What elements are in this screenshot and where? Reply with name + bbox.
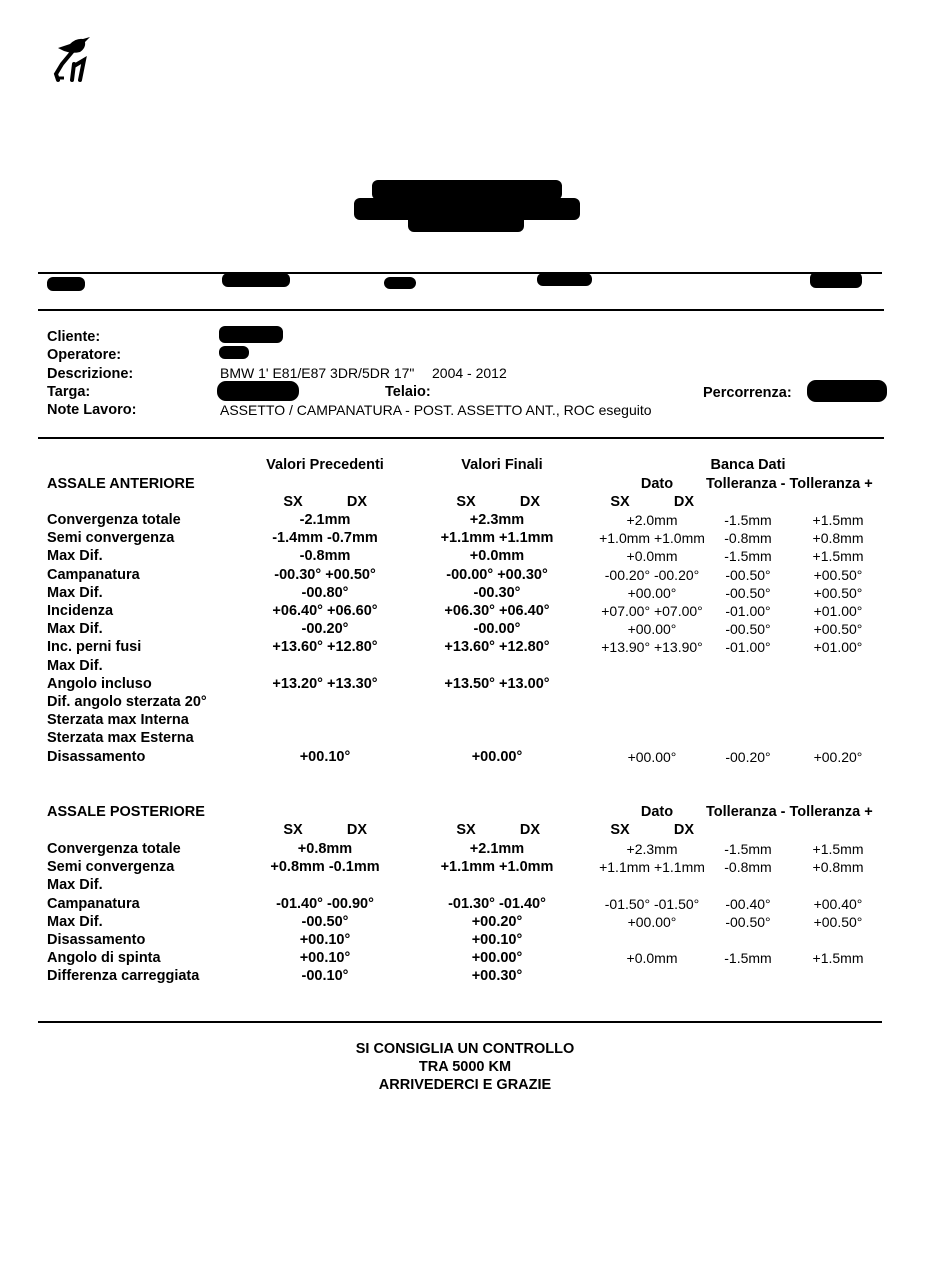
posteriore-row-7-label: Differenza carreggiata [47,968,200,985]
redacted-field-1 [47,277,85,291]
posteriore-row-6-tmax: +1.5mm [812,950,864,967]
posteriore-row-5-label: Disassamento [47,932,146,948]
anteriore-row-6-label: Max Dif. [47,621,103,638]
posteriore-row-6-tmin: -1.5mm [724,950,772,967]
anteriore-row-0-tmax: +1.5mm [812,512,864,528]
posteriore-row-1-prec: +0.8mm -0.1mm [270,859,380,876]
redacted-field-5 [810,272,862,288]
posteriore-row-0-tmin: -1.5mm [724,841,772,857]
redacted-field-4 [537,273,592,286]
posteriore-row-1-tmin: -0.8mm [724,859,772,876]
sx-header-dato-ant: SX [610,494,630,510]
posteriore-row-7-prec: -00.10° [301,968,349,985]
anteriore-row-8-label: Max Dif. [47,657,103,674]
operatore-label: Operatore: [47,347,122,363]
posteriore-row-0-label: Convergenza totale [47,841,181,857]
assale-anteriore-title: ASSALE ANTERIORE [47,476,195,492]
anteriore-row-6-tmin: -00.50° [725,621,771,638]
posteriore-row-7-fin: +00.30° [471,968,523,985]
anteriore-row-5-tmax: +01.00° [813,603,863,619]
redacted-field-3 [384,277,416,289]
dx-header-prec-ant: DX [346,494,368,510]
anteriore-row-2-tmax: +1.5mm [812,548,864,565]
posteriore-row-4-fin: +00.20° [471,913,523,930]
posteriore-row-4-prec: -00.50° [301,913,349,930]
posteriore-row-3-dato: -01.50° -01.50° [604,895,700,912]
valori-precedenti-header: Valori Precedenti [266,457,384,473]
posteriore-row-6-label: Angolo di spinta [47,950,161,967]
anteriore-row-6-tmax: +00.50° [813,621,863,638]
descrizione-label: Descrizione: [47,366,134,382]
sx-header-fin-post: SX [456,822,476,838]
anteriore-row-7-tmin: -01.00° [725,639,771,656]
anteriore-row-6-dato: +00.00° [627,621,677,638]
anteriore-row-13-fin: +00.00° [471,748,523,765]
posteriore-row-3-fin: -01.30° -01.40° [448,895,546,912]
footer-line-2: TRA 5000 KM [418,1059,512,1075]
note-value: ASSETTO / CAMPANATURA - POST. ASSETTO ANT., ROC eseguito [220,402,652,418]
anteriore-row-9-prec: +13.20° +13.30° [272,675,378,692]
anteriore-row-5-prec: +06.40° +06.60° [272,603,378,619]
redacted-percorrenza [807,380,887,402]
anteriore-row-5-tmin: -01.00° [725,603,771,619]
redacted-targa [217,381,299,401]
note-label: Note Lavoro: [47,402,137,418]
dato-header-ant: Dato [640,476,674,492]
anteriore-row-3-prec: -00.30° +00.50° [274,566,376,583]
anteriore-row-0-tmin: -1.5mm [724,512,772,528]
anteriore-row-5-label: Incidenza [47,603,114,619]
posteriore-row-0-prec: +0.8mm [297,841,353,857]
posteriore-row-3-prec: -01.40° -00.90° [276,895,374,912]
anteriore-row-2-tmin: -1.5mm [724,548,772,565]
anteriore-row-4-fin: -00.30° [473,584,521,601]
posteriore-row-5-prec: +00.10° [299,932,351,948]
banca-dati-header: Banca Dati [710,457,786,473]
dx-header-dato-post: DX [673,822,695,838]
anteriore-row-4-tmax: +00.50° [813,584,863,601]
anteriore-row-6-fin: -00.00° [473,621,521,638]
posteriore-row-0-tmax: +1.5mm [812,841,864,857]
dx-header-fin-post: DX [519,822,541,838]
top-divider [38,272,882,274]
redacted-company-contact [408,214,524,232]
posteriore-row-0-fin: +2.1mm [469,841,525,857]
anteriore-row-11-label: Sterzata max Interna [47,712,189,729]
sx-header-fin-ant: SX [456,494,476,510]
anteriore-row-4-dato: +00.00° [627,584,677,601]
footer-divider [38,1021,882,1023]
assale-posteriore-title: ASSALE POSTERIORE [47,804,205,820]
anteriore-row-1-dato: +1.0mm +1.0mm [599,530,705,547]
anteriore-row-7-fin: +13.60° +12.80° [444,639,550,656]
anteriore-row-4-tmin: -00.50° [725,584,771,601]
targa-label: Targa: [47,384,91,400]
posteriore-row-4-tmin: -00.50° [725,913,771,930]
anteriore-row-13-tmin: -00.20° [725,748,771,765]
anteriore-row-2-dato: +0.0mm [626,548,678,565]
posteriore-row-6-fin: +00.00° [471,950,523,967]
dato-header-post: Dato [640,804,674,820]
anteriore-row-13-tmax: +00.20° [813,748,863,765]
anteriore-row-6-prec: -00.20° [301,621,349,638]
posteriore-row-1-label: Semi convergenza [47,859,175,876]
dx-header-fin-ant: DX [519,494,541,510]
anteriore-row-0-dato: +2.0mm [626,512,678,528]
redacted-cliente [219,326,283,343]
sx-header-dato-post: SX [610,822,630,838]
posteriore-row-1-tmax: +0.8mm [812,859,864,876]
posteriore-row-0-dato: +2.3mm [626,841,678,857]
anteriore-row-1-fin: +1.1mm +1.1mm [440,530,554,547]
posteriore-row-6-dato: +0.0mm [626,950,678,967]
anteriore-row-2-prec: -0.8mm [299,548,351,565]
sx-header-prec-ant: SX [283,494,303,510]
anteriore-row-13-dato: +00.00° [627,748,677,765]
redacted-field-2 [222,273,290,287]
posteriore-row-2-label: Max Dif. [47,877,103,894]
tolleranza-header-ant: Tolleranza - Tolleranza + [706,476,873,492]
anteriore-row-2-fin: +0.0mm [469,548,525,565]
anteriore-row-0-label: Convergenza totale [47,512,181,528]
anteriore-row-4-prec: -00.80° [301,584,349,601]
posteriore-row-4-label: Max Dif. [47,913,103,930]
anteriore-row-10-label: Dif. angolo sterzata 20° [47,694,207,710]
posteriore-row-3-tmin: -00.40° [725,895,771,912]
anteriore-row-9-fin: +13.50° +13.00° [444,675,550,692]
cliente-label: Cliente: [47,329,101,345]
anteriore-row-1-tmax: +0.8mm [812,530,864,547]
telaio-label: Telaio: [385,384,431,400]
footer-line-1: SI CONSIGLIA UN CONTROLLO [355,1041,575,1057]
anteriore-row-4-label: Max Dif. [47,584,103,601]
anteriore-row-7-dato: +13.90° +13.90° [601,639,703,656]
bird-logo-icon [50,34,94,91]
posteriore-row-3-tmax: +00.40° [813,895,863,912]
percorrenza-label: Percorrenza: [703,385,792,401]
tolleranza-header-post: Tolleranza - Tolleranza + [706,804,873,820]
posteriore-row-4-dato: +00.00° [627,913,677,930]
descrizione-value: BMW 1' E81/E87 3DR/5DR 17" [220,365,415,381]
anteriore-row-3-tmin: -00.50° [725,566,771,583]
anteriore-row-3-fin: -00.00° +00.30° [446,566,548,583]
anteriore-row-5-dato: +07.00° +07.00° [601,603,703,619]
anteriore-row-2-label: Max Dif. [47,548,103,565]
anteriore-row-7-label: Inc. perni fusi [47,639,142,656]
header-divider [38,309,884,311]
anteriore-row-7-tmax: +01.00° [813,639,863,656]
anteriore-row-3-dato: -00.20° -00.20° [604,566,700,583]
posteriore-row-4-tmax: +00.50° [813,913,863,930]
valori-finali-header: Valori Finali [461,457,543,473]
anteriore-row-13-label: Disassamento [47,748,146,765]
posteriore-row-1-fin: +1.1mm +1.0mm [440,859,554,876]
anni-value: 2004 - 2012 [432,365,507,381]
posteriore-row-1-dato: +1.1mm +1.1mm [599,859,705,876]
anteriore-row-1-prec: -1.4mm -0.7mm [272,530,378,547]
anteriore-row-1-tmin: -0.8mm [724,530,772,547]
dx-header-prec-post: DX [346,822,368,838]
anteriore-row-3-tmax: +00.50° [813,566,863,583]
anteriore-row-7-prec: +13.60° +12.80° [272,639,378,656]
footer-line-3: ARRIVEDERCI E GRAZIE [378,1077,552,1093]
info-divider [38,437,884,439]
redacted-company-name [372,180,562,200]
posteriore-row-3-label: Campanatura [47,895,140,912]
sx-header-prec-post: SX [283,822,303,838]
posteriore-row-5-fin: +00.10° [471,932,523,948]
anteriore-row-12-label: Sterzata max Esterna [47,730,194,747]
posteriore-row-6-prec: +00.10° [299,950,351,967]
anteriore-row-13-prec: +00.10° [299,748,351,765]
anteriore-row-0-fin: +2.3mm [469,512,525,528]
dx-header-dato-ant: DX [673,494,695,510]
anteriore-row-0-prec: -2.1mm [299,512,351,528]
anteriore-row-9-label: Angolo incluso [47,675,152,692]
redacted-operatore [219,346,249,359]
anteriore-row-3-label: Campanatura [47,566,140,583]
anteriore-row-1-label: Semi convergenza [47,530,175,547]
anteriore-row-5-fin: +06.30° +06.40° [444,603,550,619]
